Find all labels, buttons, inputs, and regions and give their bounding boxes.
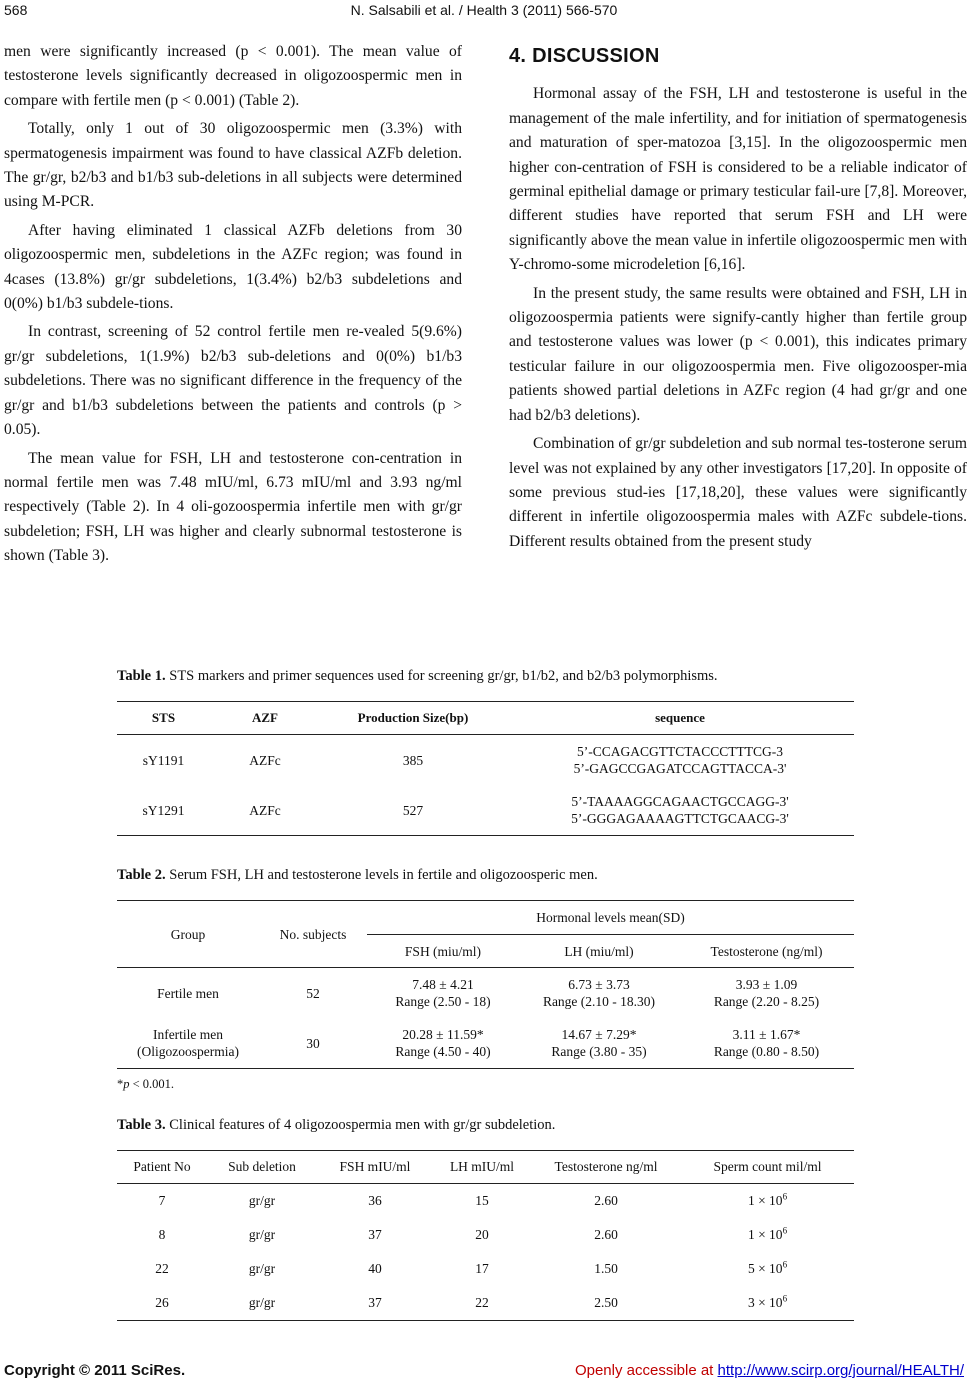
table2-header: Group [117, 901, 259, 968]
page-header [0, 0, 968, 22]
table1-caption: Table 1. STS markers and primer sequences used for screening gr/gr, b1/b2, and b2/b3 polymorphisms. [117, 668, 718, 684]
table-row: Infertile men (Oligozoospermia) 30 20.28 ± 11.59* Range (4.50 - 40) 14.67 ± 7.29* Range (3.80 - 35) 3.11 ± 1.67* Range (0.80 - 8.50) [137, 1027, 820, 1059]
table3-header: LH mIU/ml [433, 1151, 531, 1184]
paragraph: Combination of gr/gr subdeletion and sub normal tes-tosterone serum level was not explained by any other investigators [17,20]. In opposite of some previous stud-ies [17,18,20], these values were significantly different in infertile oligozoospermia males with AZFc subdele-tions. Different results obtained from the present study [509, 435, 967, 550]
paragraph: In the present study, the same results were obtained and FSH, LH in oligozoospermia patients were signify-cantly higher than fertile group and testosterone values was lower (p < 0.001), this indicates primary testicular failure in our oligozoospermia men. Five oligozoosper-mia patients showed partial deletions in AZFc region (4 had gr/gr and one had b2/b3 deletions). [509, 284, 967, 424]
table-row: sY1291 AZFc 527 5’-TAAAAGGCAGAACTGCCAGG-3' 5’-GGGAGAAAAGTTCTGCAACG-3' [142, 794, 789, 826]
table3-caption: Table 3. Clinical features of 4 oligozoospermia men with gr/gr subdeletion. [117, 1117, 556, 1133]
table3-header: FSH mIU/ml [317, 1151, 433, 1184]
table1-header: sequence [506, 702, 854, 735]
table3 [117, 1150, 854, 1321]
table2-footnote: *p < 0.001. [117, 1077, 175, 1091]
table2-subheader: FSH (miu/ml) [367, 935, 519, 968]
page-number: 568 [4, 2, 28, 18]
paragraph: After having eliminated 1 classical AZFb deletions from 30 oligozoospermic men, subdeletions in the AZFc region; was found in 4cases (13.8%) gr/gr subdeletions, 1(3.4%) b2/b3 subdeletions and 0(0%) b1/b3 subdele-tions. [4, 221, 462, 313]
table-row: 8 gr/gr 37 20 2.60 $1 \times 10^6$ [158, 1225, 788, 1242]
table3-header: Testosterone ng/ml [531, 1151, 681, 1184]
table1-header: AZF [210, 702, 320, 735]
table-row: sY1191 AZFc 385 5’-CCAGACGTTCTACCCTTTCG-3 5’-GAGCCGAGATCCAGTTACCA-3' [142, 744, 787, 776]
tables-area [117, 668, 854, 1321]
table-row: 7 gr/gr 36 15 2.60 $1 \times 10^6$ [158, 1191, 788, 1208]
journal-link[interactable]: http://www.scirp.org/journal/HEALTH/ [717, 1362, 964, 1379]
section-heading: 4. DISCUSSION [509, 45, 660, 67]
table2-caption: Table 2. Serum FSH, LH and testosterone levels in fertile and oligozoosperic men. [117, 867, 598, 883]
table3-header: Sub deletion [207, 1151, 317, 1184]
paragraph: The mean value for FSH, LH and testosterone con-centration in normal fertile men was 7.48 mIU/ml, 6.73 mIU/ml and 3.93 ng/ml respectively (Table 2). In 4 oli-gozoospermia infertile men with gr/gr subdeletion; FSH, LH was higher and clearly subnormal testosterone is shown (Table 3). [4, 449, 462, 565]
running-title: N. Salsabili et al. / Health 3 (2011) 566-570 [350, 2, 618, 18]
table3-header: Patient No [117, 1151, 207, 1184]
paragraph: men were significantly increased (p < 0.001). The mean value of testosterone levels significantly decreased in oligozoospermic men in compare with fertile men (p < 0.001) (Table 2). [4, 43, 462, 109]
table-row: 22 gr/gr 40 17 1.50 $5 \times 10^6$ [155, 1259, 788, 1276]
right-column [509, 40, 967, 558]
table2-header: Hormonal levels mean(SD) [367, 901, 854, 935]
table1-header: STS [117, 702, 210, 735]
table2-subheader: Testosterone (ng/ml) [679, 935, 854, 968]
paragraph: In contrast, screening of 52 control fertile men re-vealed 5(9.6%) gr/gr subdeletions, 1(1.9%) b2/b3 sub-deletions and 0(0%) b1/b3 subdeletions. There was no significant difference in the frequency of the gr/gr and b1/b3 subdeletions between the patients and controls (p > 0.05). [4, 323, 462, 439]
paragraph: Hormonal assay of the FSH, LH and testosterone is useful in the management of the male infertility, and for initiation of spermatogenesis and maturation of sper-matozoa [3,15]. In the oligozoospermic men higher con-centration of FSH is considered to be a reliable indicator of germinal epithelial damage or primary testicular fail-ure [7,8]. Moreover, different studies have reported that serum FSH and LH were significantly above the mean value in infertile oligozoospermic men with Y-chromo-some microdeletion [6,16]. [509, 85, 967, 274]
table3-header: Sperm count mil/ml [681, 1151, 854, 1184]
left-column [4, 40, 462, 573]
copyright: Copyright © 2011 SciRes. [4, 1362, 186, 1379]
table2-header: No. subjects [259, 901, 367, 968]
table1-header: Production Size(bp) [320, 702, 506, 735]
table-row: 26 gr/gr 37 22 2.50 $3 \times 10^6$ [155, 1293, 788, 1310]
table-row: Fertile men 52 7.48 ± 4.21 Range (2.50 - 18) 6.73 ± 3.73 Range (2.10 - 18.30) 3.93 ± 1.09 Range (2.20 - 8.25) [157, 977, 820, 1009]
paragraph: Totally, only 1 out of 30 oligozoospermic men (3.3%) with spermatogenesis impairment was found to have classical AZFb deletion. The gr/gr, b2/b3 and b1/b3 sub-deletions in all subjects were determined using M-PCR. [4, 120, 462, 211]
page-footer [0, 1362, 968, 1384]
table1 [117, 701, 854, 836]
open-access-note: Openly accessible at http://www.scirp.org/journal/HEALTH/ [574, 1362, 964, 1379]
table2-subheader: LH (miu/ml) [519, 935, 679, 968]
table2 [117, 900, 854, 1069]
